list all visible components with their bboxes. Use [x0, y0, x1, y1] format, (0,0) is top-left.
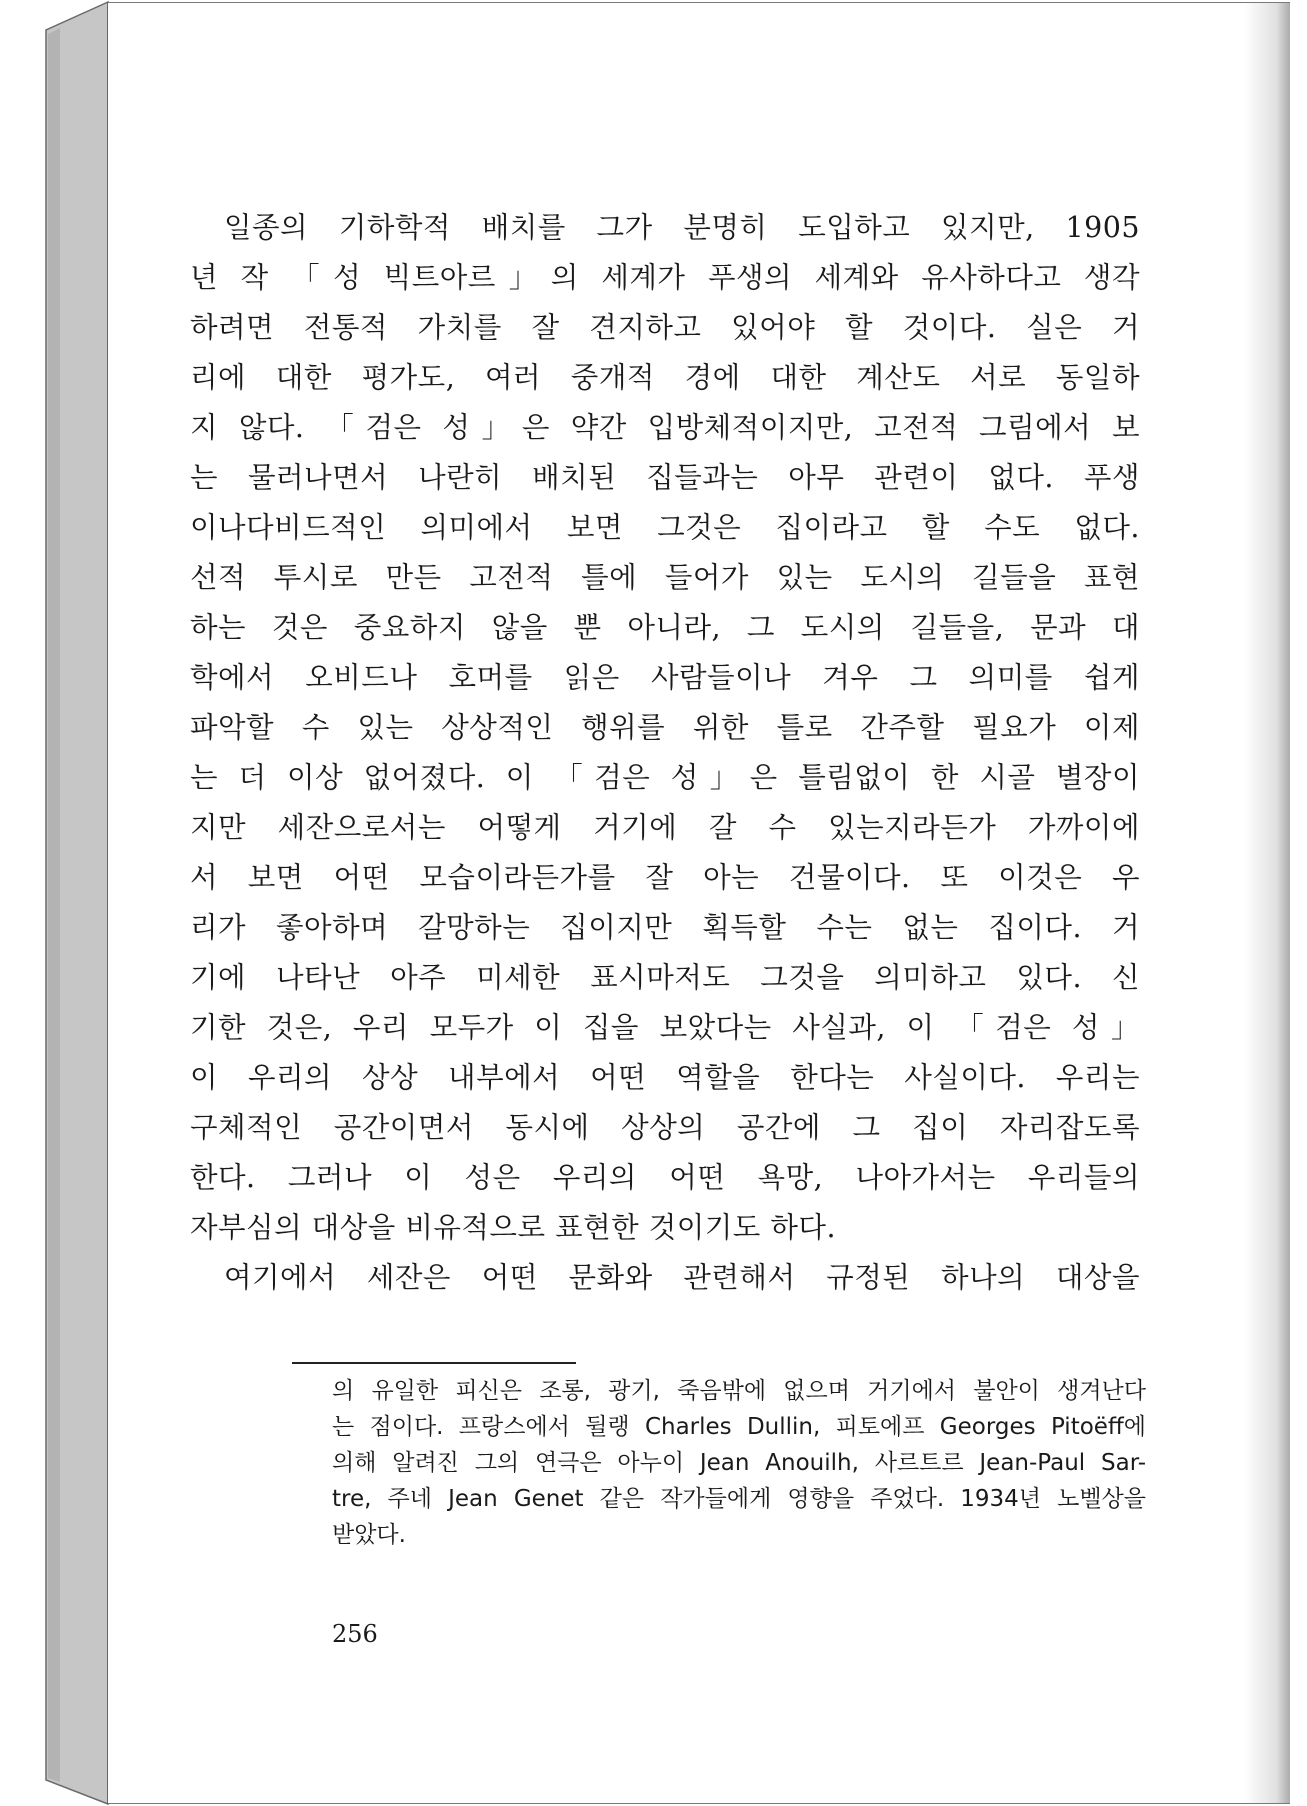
body-line: 일종의 기하학적 배치를 그가 분명히 도입하고 있지만, 1905: [224, 211, 1140, 244]
body-line: 리가 좋아하며 갈망하는 집이지만 획득할 수는 없는 집이다. 거: [190, 911, 1140, 944]
body-line: 리에 대한 평가도, 여러 중개적 경에 대한 계산도 서로 동일하: [190, 361, 1140, 394]
footnote-line: 받았다.: [332, 1522, 406, 1548]
body-line: 이나다비드적인 의미에서 보면 그것은 집이라고 할 수도 없다.: [190, 511, 1140, 544]
page-number: 256: [332, 1620, 378, 1648]
body-line: 는 더 이상 없어졌다. 이 「검은 성」은 틀림없이 한 시골 별장이: [190, 761, 1140, 794]
body-line: 자부심의 대상을 비유적으로 표현한 것이기도 하다.: [190, 1211, 837, 1244]
body-line: 기에 나타난 아주 미세한 표시마저도 그것을 의미하고 있다. 신: [190, 961, 1140, 994]
body-line: 지만 세잔으로서는 어떻게 거기에 갈 수 있는지라든가 가까이에: [190, 811, 1140, 844]
footnote-line: 의 유일한 피신은 조롱, 광기, 죽음밖에 없으며 거기에서 불안이 생겨난다: [332, 1378, 1146, 1404]
body-line: 여기에서 세잔은 어떤 문화와 관련해서 규정된 하나의 대상을: [224, 1261, 1140, 1294]
body-line: 지 않다. 「검은 성」은 약간 입방체적이지만, 고전적 그림에서 보: [190, 411, 1140, 444]
body-line: 학에서 오비드나 호머를 읽은 사람들이나 겨우 그 의미를 쉽게: [190, 661, 1140, 694]
body-line: 선적 투시로 만든 고전적 틀에 들어가 있는 도시의 길들을 표현: [190, 561, 1140, 594]
footnote-line: 의해 알려진 그의 연극은 아누이 Jean Anouilh, 사르트르 Jean-Paul Sar-: [332, 1450, 1146, 1476]
footnote-line: tre, 주네 Jean Genet 같은 작가들에게 영향을 주었다. 1934년 노벨상을: [332, 1486, 1146, 1512]
body-line: 서 보면 어떤 모습이라든가를 잘 아는 건물이다. 또 이것은 우: [190, 861, 1140, 894]
body-line: 이 우리의 상상 내부에서 어떤 역할을 한다는 사실이다. 우리는: [190, 1061, 1140, 1094]
body-line: 한다. 그러나 이 성은 우리의 어떤 욕망, 나아가서는 우리들의: [190, 1161, 1140, 1194]
body-line: 구체적인 공간이면서 동시에 상상의 공간에 그 집이 자리잡도록: [190, 1111, 1140, 1144]
body-line: 기한 것은, 우리 모두가 이 집을 보았다는 사실과, 이 「검은 성」: [190, 1011, 1140, 1044]
footnote-separator: [292, 1362, 576, 1364]
body-line: 하는 것은 중요하지 않을 뿐 아니라, 그 도시의 길들을, 문과 대: [190, 611, 1140, 644]
body-line: 파악할 수 있는 상상적인 행위를 위한 틀로 간주할 필요가 이제: [190, 711, 1140, 744]
body-line: 년 작 「성 빅트아르」의 세계가 푸생의 세계와 유사하다고 생각: [190, 261, 1140, 294]
body-line: 는 물러나면서 나란히 배치된 집들과는 아무 관련이 없다. 푸생: [190, 461, 1140, 494]
footnote-line: 는 점이다. 프랑스에서 뒬랭 Charles Dullin, 피토에프 Georges Pitoëff에: [332, 1414, 1146, 1440]
body-line: 하려면 전통적 가치를 잘 견지하고 있어야 할 것이다. 실은 거: [190, 311, 1140, 344]
page-edge-shadow: [1244, 3, 1290, 1803]
